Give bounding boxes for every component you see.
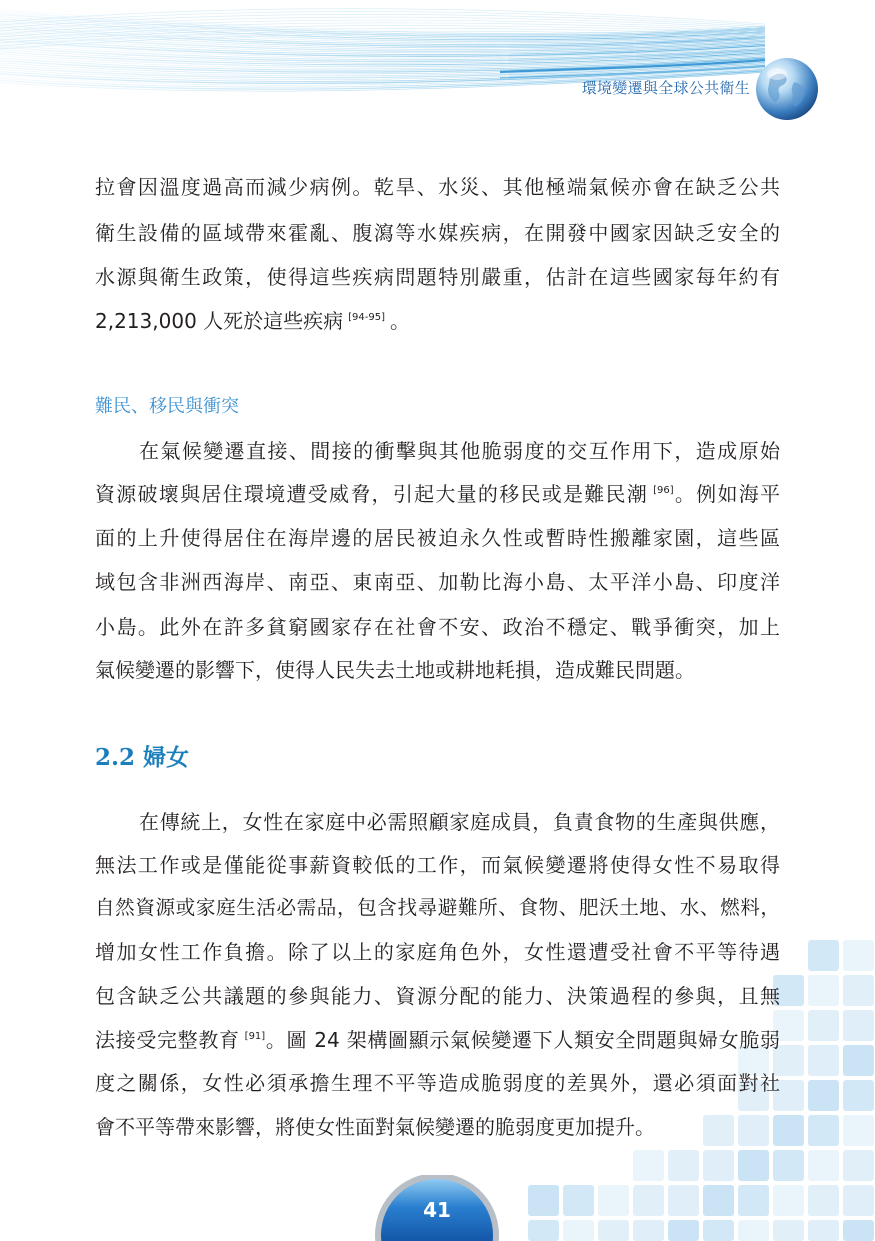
decor-square xyxy=(738,1185,769,1216)
header-swoosh xyxy=(0,0,875,130)
decor-square xyxy=(668,1185,699,1216)
body-line: 包含缺乏公共議題的參與能力、資源分配的能力、決策過程的參與，且無 xyxy=(95,984,780,1008)
body-line: 在傳統上，女性在家庭中必需照顧家庭成員，負責食物的生產與供應， xyxy=(139,810,780,834)
decor-square xyxy=(563,1185,594,1216)
citation-ref: [94-95] xyxy=(348,312,386,323)
body-line: 會不平等帶來影響，將使女性面對氣候變遷的脆弱度更加提升。 xyxy=(95,1115,655,1139)
decor-square xyxy=(703,1220,734,1241)
decor-square xyxy=(668,1220,699,1241)
decor-square xyxy=(808,1045,839,1076)
body-line: 在氣候變遷直接、間接的衝擊與其他脆弱度的交互作用下，造成原始 xyxy=(139,439,780,463)
decor-square xyxy=(808,1080,839,1111)
body-line xyxy=(95,479,780,509)
globe-icon xyxy=(752,54,822,124)
decor-square xyxy=(843,1010,874,1041)
decor-square xyxy=(808,1010,839,1041)
body-line: 增加女性工作負擔。除了以上的家庭角色外，女性還遭受社會不平等待遇 xyxy=(95,940,780,964)
body-text: 。圖 24 架構圖顯示氣候變遷下人類安全問題與婦女脆弱 xyxy=(265,1028,781,1052)
decor-square xyxy=(668,1150,699,1181)
decor-square xyxy=(633,1150,664,1181)
body-text: 2,213,000 人死於這些疾病 xyxy=(95,309,344,333)
decor-square xyxy=(808,1220,839,1241)
body-line: 自然資源或家庭生活必需品，包含找尋避難所、食物、肥沃土地、水、燃料， xyxy=(95,896,780,919)
subsection-heading: 難民、移民與衝突 xyxy=(95,396,239,417)
decor-square xyxy=(843,1080,874,1111)
citation-ref: [91] xyxy=(244,1031,266,1042)
decor-square xyxy=(843,1185,874,1216)
decor-square xyxy=(703,1185,734,1216)
body-line: 面的上升使得居住在海岸邊的居民被迫永久性或暫時性搬離家園，這些區 xyxy=(95,526,780,550)
decor-square xyxy=(598,1185,629,1216)
decor-square xyxy=(738,1150,769,1181)
decor-square xyxy=(703,1150,734,1181)
decor-square xyxy=(808,1150,839,1181)
body-text: 資源破壞與居住環境遭受威脅，引起大量的移民或是難民潮 xyxy=(95,482,649,506)
decor-square xyxy=(843,1150,874,1181)
decor-square xyxy=(773,1220,804,1241)
decor-square xyxy=(843,1115,874,1146)
decor-square xyxy=(633,1220,664,1241)
decor-square xyxy=(563,1220,594,1241)
body-line: 小島。此外在許多貧窮國家存在社會不安、政治不穩定、戰爭衝突，加上 xyxy=(95,615,780,639)
decor-square xyxy=(633,1185,664,1216)
decor-square xyxy=(808,975,839,1006)
body-line: 氣候變遷的影響下，使得人民失去土地或耕地耗損，造成難民問題。 xyxy=(95,658,695,682)
body-line: 域包含非洲西海岸、南亞、東南亞、加勒比海小島、太平洋小島、印度洋 xyxy=(95,570,780,594)
decor-square xyxy=(808,940,839,971)
body-line: 水源與衛生政策，使得這些疾病問題特別嚴重，估計在這些國家每年約有 xyxy=(95,265,780,289)
decor-square xyxy=(843,1045,874,1076)
decor-square xyxy=(598,1220,629,1241)
decor-square xyxy=(808,1115,839,1146)
decor-square xyxy=(738,1220,769,1241)
decor-square xyxy=(773,1150,804,1181)
body-line: 拉會因溫度過高而減少病例。乾旱、水災、其他極端氣候亦會在缺乏公共 xyxy=(95,175,780,199)
body-text: 。例如海平 xyxy=(673,482,781,506)
decor-square xyxy=(843,975,874,1006)
body-text: 法接受完整教育 xyxy=(95,1028,240,1052)
section-heading: 2.2 婦女 xyxy=(95,744,190,771)
body-line: 度之關係，女性必須承擔生理不平等造成脆弱度的差異外，還必須面對社 xyxy=(95,1071,780,1095)
body-line: 無法工作或是僅能從事薪資較低的工作，而氣候變遷將使得女性不易取得 xyxy=(95,853,780,877)
decor-square xyxy=(843,1220,874,1241)
decor-square xyxy=(773,1185,804,1216)
body-line xyxy=(95,306,780,336)
body-text: 。 xyxy=(390,309,411,333)
body-line xyxy=(95,1025,780,1055)
body-line: 衛生設備的區域帶來霍亂、腹瀉等水媒疾病，在開發中國家因缺乏安全的 xyxy=(95,221,780,245)
decor-square xyxy=(808,1185,839,1216)
running-title: 環境變遷與全球公共衛生 xyxy=(581,79,750,97)
decor-square xyxy=(528,1220,559,1241)
decor-square xyxy=(528,1185,559,1216)
page-number: 41 xyxy=(423,1198,451,1222)
decor-square xyxy=(843,940,874,971)
citation-ref: [96] xyxy=(653,485,674,496)
